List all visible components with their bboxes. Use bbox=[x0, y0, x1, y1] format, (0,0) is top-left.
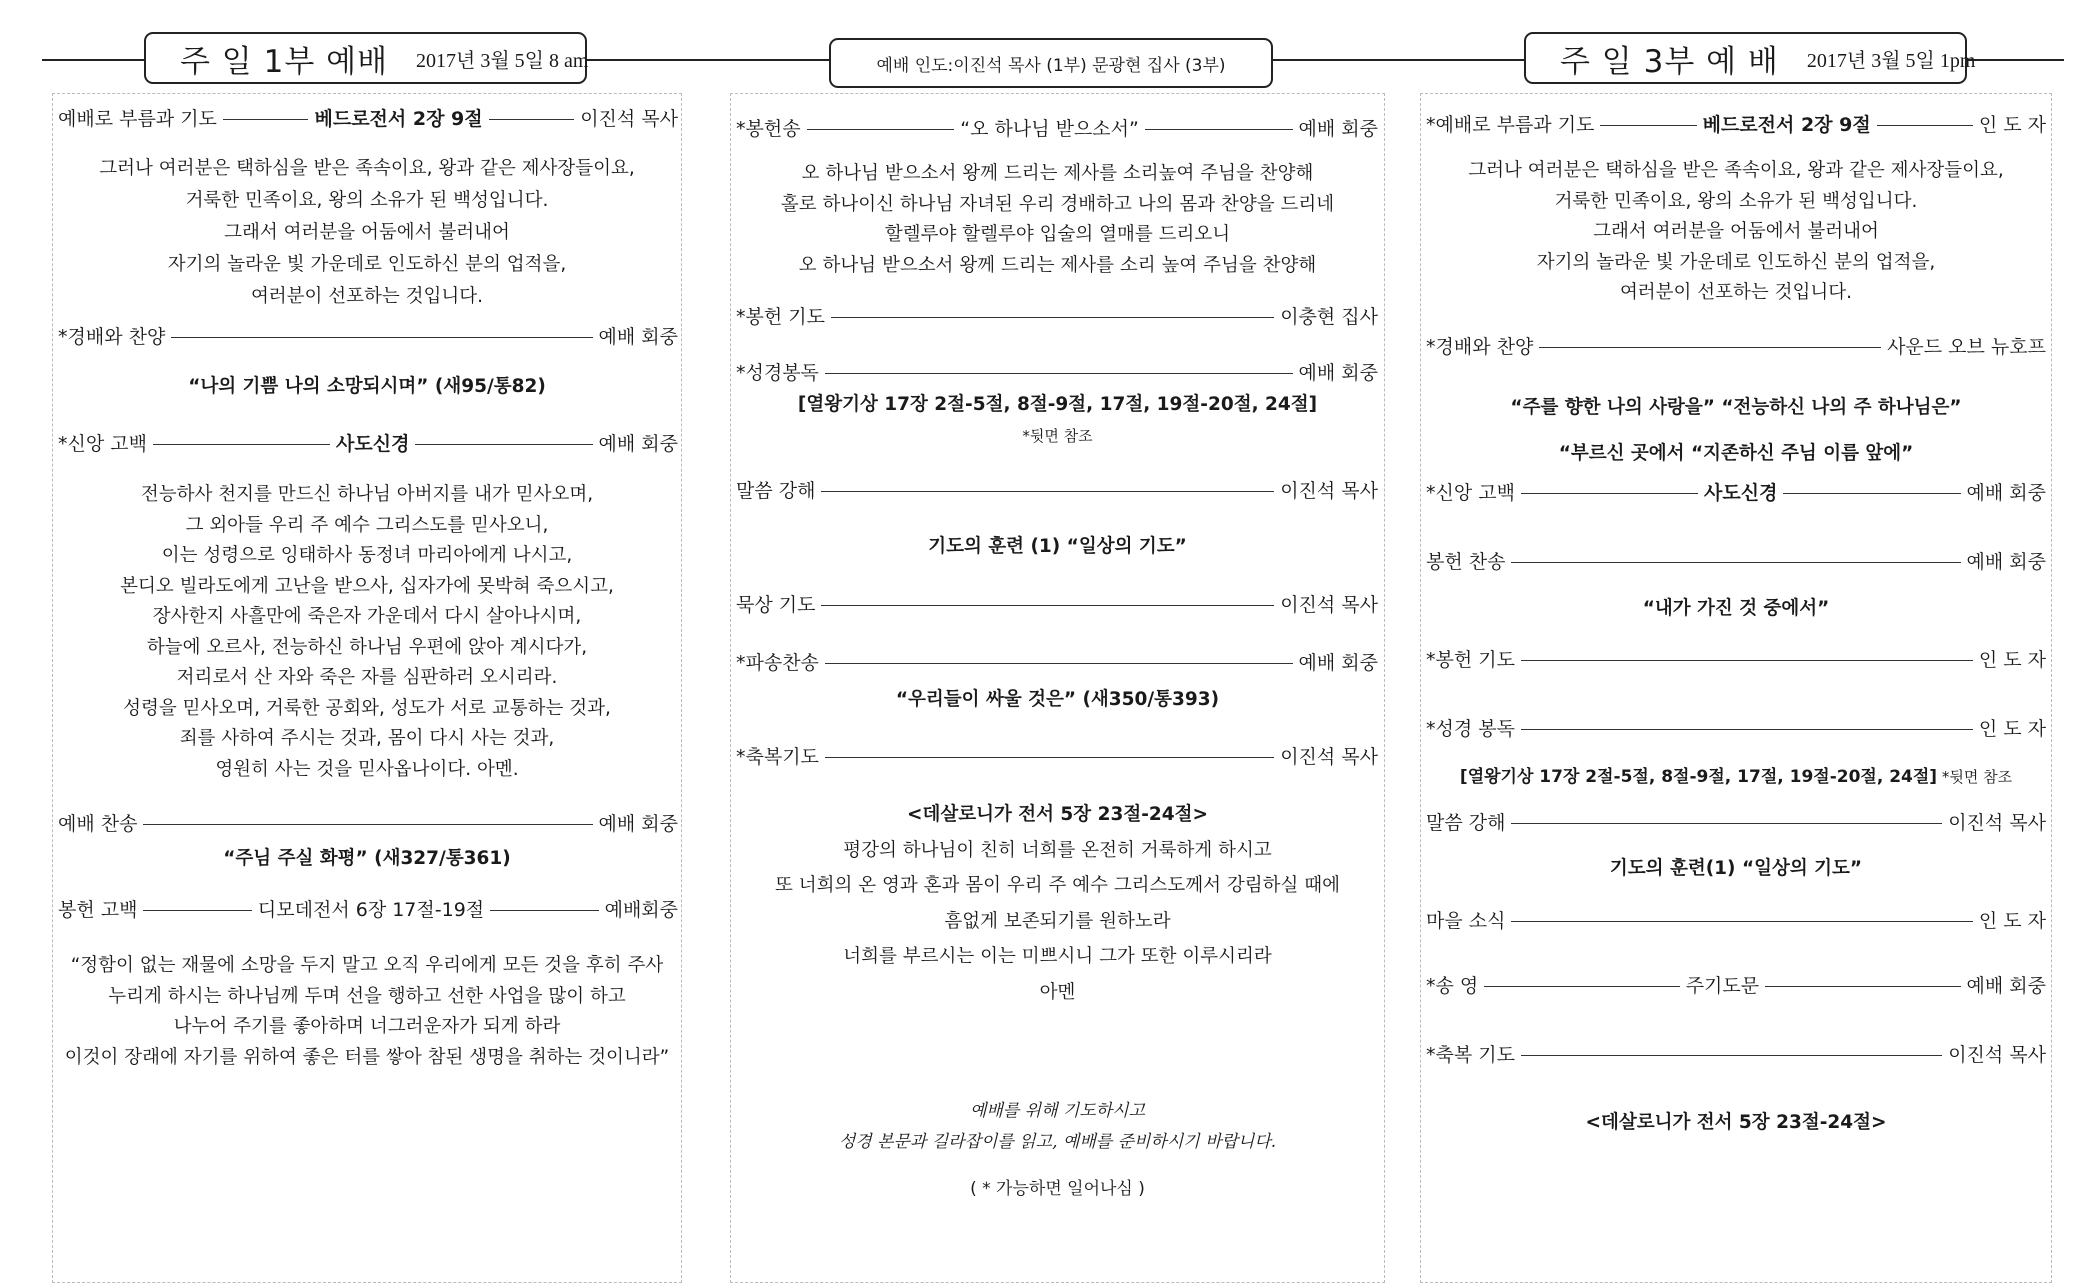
mid-bless-label: *축복기도 bbox=[736, 746, 819, 768]
left-hymn bbox=[58, 809, 678, 836]
right-bless-ref: <데살로니가 전서 5장 23절-24절> bbox=[1585, 1112, 1887, 1133]
left-call-to-worship bbox=[58, 104, 678, 131]
leader-label: 예배 인도: bbox=[876, 55, 954, 76]
left-service-header bbox=[144, 32, 587, 84]
left-call-text: 그러나 여러분은 택하심을 받은 족속이요, 왕과 같은 제사장들이요, 거룩한 민족이요, 왕의 소유가 된 백성입니다. 그래서 여러분을 어둠에서 불러내어 자기의 놀라운 빛 가운데로 인도하신 분의 업적을, 여러분이 선포하는 것입니다. bbox=[99, 158, 635, 307]
right-creed-mid: 사도신경 bbox=[1704, 482, 1778, 504]
left-creed-label: *신앙 고백 bbox=[58, 433, 147, 455]
mid-prayer bbox=[736, 302, 1378, 329]
leader-line bbox=[821, 605, 1274, 606]
header-rule-right bbox=[1966, 59, 2064, 61]
right-call-to-worship bbox=[1426, 110, 2046, 137]
mid-reading-ref: [열왕기상 17장 2절-5절, 8절-9절, 17절, 19절-20절, 24절] *뒷면 참조 bbox=[797, 394, 1318, 445]
left-hymn-leader: 예배 회중 bbox=[598, 813, 678, 835]
right-sermon-leader: 이진석 목사 bbox=[1948, 812, 2046, 834]
left-service-title: 주 일 1부 예배 bbox=[180, 43, 389, 80]
right-news bbox=[1426, 906, 2046, 933]
left-offering bbox=[58, 895, 678, 922]
left-hymn-label: 예배 찬송 bbox=[58, 813, 138, 835]
left-praise-label: *경배와 찬양 bbox=[58, 326, 166, 348]
right-prayer-leader: 인 도 자 bbox=[1978, 649, 2046, 671]
leader-line bbox=[489, 119, 575, 120]
mid-sermon-leader: 이진석 목사 bbox=[1280, 480, 1378, 502]
leader-line bbox=[1511, 562, 1960, 563]
left-creed-mid: 사도신경 bbox=[336, 433, 410, 455]
mid-sending-hymn bbox=[736, 648, 1378, 675]
right-praise bbox=[1426, 332, 2046, 359]
right-praise-songs: “주를 향한 나의 사랑을” “전능하신 나의 주 하나님은” “부르신 곳에서 “지존하신 주님 이름 앞에” bbox=[1510, 397, 1962, 464]
leader-line bbox=[153, 444, 330, 445]
right-service-header bbox=[1524, 32, 1976, 84]
right-doxology bbox=[1426, 971, 2046, 998]
left-creed-text: 전능하사 천지를 만드신 하나님 아버지를 내가 믿사오며, 그 외아들 우리 주 예수 그리스도를 믿사오니, 이는 성령으로 잉태하사 동정녀 마리아에게 나시고, 본디오 빌라도에게 고난을 받으사, 십자가에 못박혀 죽으시고, 장사한지 사흘만에 죽은자 가운데서 다시 살아나시며, 하늘에 오르사, 전능하신 하나님 우편에 앉아 계시다가, 저리로서 산 자와 죽은 자를 심판하러 오시리라. 성령을 믿사오며, 거룩한 공회와, 성도가 서로 교통하는 것과, 죄를 사하여 주시는 것과, 몸이 다시 사는 것과, 영원히 사는 것을 믿사옵나이다. 아멘. bbox=[120, 484, 614, 780]
right-hymn-song: “내가 가진 것 중에서” bbox=[1642, 598, 1830, 619]
mid-offering-song bbox=[736, 114, 1378, 141]
right-reading bbox=[1426, 714, 2046, 741]
right-service-title: 주 일 3부 예 배 bbox=[1560, 43, 1779, 80]
leader-line bbox=[825, 757, 1274, 758]
mid-offering-song-title: “오 하나님 받으소서” bbox=[960, 118, 1139, 140]
mid-silent-leader: 이진석 목사 bbox=[1280, 594, 1378, 616]
leader-line bbox=[807, 129, 955, 130]
left-offering-text: “정함이 없는 재물에 소망을 두지 말고 오직 우리에게 모든 것을 후히 주사 누리게 하시는 하나님께 두며 선을 행하고 선한 사업을 많이 하고 나누어 주기를 좋아하며 너그러운자가 되게 하라 이것이 장래에 자기를 위하여 좋은 터를 쌓아 참된 생명을 취하는 것이니라” bbox=[64, 955, 670, 1068]
leader-line bbox=[1511, 823, 1942, 824]
right-reading-leader: 인 도 자 bbox=[1978, 718, 2046, 740]
leader-line bbox=[1521, 1055, 1942, 1056]
right-reading-ref: [열왕기상 17장 2절-5절, 8절-9절, 17절, 19절-20절, 24절] *뒷면 참조 bbox=[1459, 767, 2013, 787]
leader-line bbox=[825, 373, 1293, 374]
leader-line bbox=[1521, 729, 1973, 730]
mid-prayer-leader: 이충현 집사 bbox=[1280, 306, 1378, 328]
right-prayer-label: *봉헌 기도 bbox=[1426, 649, 1515, 671]
mid-offering-song-text: 오 하나님 받으소서 왕께 드리는 제사를 소리높여 주님을 찬양해 홀로 하나이신 하나님 자녀된 우리 경배하고 나의 몸과 찬양을 드리네 할렐루야 할렐루야 입술의 열매를 드리오니 오 하나님 받으소서 왕께 드리는 제사를 소리 높여 주님을 찬양해 bbox=[780, 163, 1335, 276]
left-praise-leader: 예배 회중 bbox=[598, 326, 678, 348]
right-doxology-leader: 예배 회중 bbox=[1966, 975, 2047, 997]
right-call-label: *예배로 부름과 기도 bbox=[1426, 114, 1595, 136]
mid-sermon-title: 기도의 훈련 (1) “일상의 기도” bbox=[928, 536, 1187, 557]
mid-sending-song: “우리들이 싸울 것은” (새350/통393) bbox=[895, 689, 1220, 710]
right-sermon bbox=[1426, 808, 2046, 835]
right-prayer bbox=[1426, 645, 2046, 672]
right-call-leader: 인 도 자 bbox=[1978, 114, 2047, 136]
leader-line bbox=[415, 444, 592, 445]
leader-line bbox=[1521, 493, 1698, 494]
mid-reading bbox=[736, 358, 1378, 385]
left-call-label: 예배로 부름과 기도 bbox=[58, 108, 217, 130]
right-hymn-leader: 예배 회중 bbox=[1966, 551, 2046, 573]
right-creed-label: *신앙 고백 bbox=[1426, 482, 1515, 504]
right-call-ref: 베드로전서 2장 9절 bbox=[1702, 114, 1871, 136]
mid-reading-label: *성경봉독 bbox=[736, 362, 819, 384]
leader-line bbox=[223, 119, 309, 120]
left-service-date: 2017년 3월 5일 8 am bbox=[416, 49, 589, 72]
leader-line bbox=[1877, 125, 1973, 126]
right-call-text: 그러나 여러분은 택하심을 받은 족속이요, 왕과 같은 제사장들이요, 거룩한 민족이요, 왕의 소유가 된 백성입니다. 그래서 여러분을 어둠에서 불러내어 자기의 놀라운 빛 가운데로 인도하신 분의 업적을, 여러분이 선포하는 것입니다. bbox=[1468, 160, 2004, 303]
right-sermon-label: 말씀 강해 bbox=[1426, 812, 1506, 834]
right-sermon-title: 기도의 훈련(1) “일상의 기도” bbox=[1609, 858, 1863, 879]
right-doxology-label: *송 영 bbox=[1426, 975, 1479, 997]
left-offering-label: 봉헌 고백 bbox=[58, 899, 138, 921]
leader-line bbox=[825, 663, 1293, 664]
mid-benediction bbox=[736, 742, 1378, 769]
leader-line bbox=[1539, 347, 1881, 348]
right-hymn bbox=[1426, 547, 2046, 574]
left-offering-leader: 예배회중 bbox=[604, 899, 679, 921]
left-praise bbox=[58, 322, 678, 349]
mid-sending-leader: 예배 회중 bbox=[1298, 652, 1378, 674]
left-call-ref: 베드로전서 2장 9절 bbox=[314, 108, 483, 130]
right-bless-leader: 이진석 목사 bbox=[1948, 1044, 2046, 1066]
leader-line bbox=[1511, 921, 1972, 922]
mid-sermon bbox=[736, 476, 1378, 503]
leader-line bbox=[490, 910, 598, 911]
left-creed-leader: 예배 회중 bbox=[598, 433, 679, 455]
mid-silent-prayer bbox=[736, 590, 1378, 617]
header-rule-left-middle bbox=[585, 59, 830, 61]
right-hymn-label: 봉헌 찬송 bbox=[1426, 551, 1506, 573]
leader-line bbox=[1484, 986, 1679, 987]
mid-bless-leader: 이진석 목사 bbox=[1280, 746, 1378, 768]
left-praise-song: “나의 기쁨 나의 소망되시며” (새95/통82) bbox=[188, 376, 546, 397]
mid-footer-note: 예배를 위해 기도하시고 성경 본문과 길라잡이를 읽고, 예배를 준비하시기 바랍니다. bbox=[838, 1101, 1277, 1152]
mid-offering-song-leader: 예배 회중 bbox=[1298, 118, 1379, 140]
leader-line bbox=[821, 491, 1274, 492]
right-creed-leader: 예배 회중 bbox=[1966, 482, 2047, 504]
leader-line bbox=[171, 337, 592, 338]
left-call-leader: 이진석 목사 bbox=[580, 108, 679, 130]
right-service-date: 2017년 3월 5일 1pm bbox=[1806, 49, 1976, 72]
leader-line bbox=[1600, 125, 1696, 126]
right-doxology-mid: 주기도문 bbox=[1685, 975, 1760, 997]
leader-line bbox=[1145, 129, 1293, 130]
mid-offering-song-label: *봉헌송 bbox=[736, 118, 801, 140]
left-hymn-song: “주님 주실 화평” (새327/통361) bbox=[223, 848, 511, 869]
leader-line bbox=[831, 317, 1274, 318]
leader-names: 이진석 목사 (1부) 문광현 집사 (3부) bbox=[953, 55, 1226, 76]
right-praise-leader: 사운드 오브 뉴호프 bbox=[1887, 336, 2046, 358]
mid-prayer-label: *봉헌 기도 bbox=[736, 306, 825, 328]
leader-line bbox=[143, 910, 251, 911]
mid-standing-note: ( * 가능하면 일어나심 ) bbox=[970, 1179, 1145, 1199]
leader-line bbox=[1783, 493, 1960, 494]
right-praise-label: *경배와 찬양 bbox=[1426, 336, 1534, 358]
right-bless-label: *축복 기도 bbox=[1426, 1044, 1515, 1066]
leader-line bbox=[1521, 660, 1973, 661]
left-offering-ref: 디모데전서 6장 17절-19절 bbox=[257, 899, 485, 921]
leader-line bbox=[143, 824, 592, 825]
leader-line bbox=[1765, 986, 1960, 987]
mid-silent-label: 묵상 기도 bbox=[736, 594, 816, 616]
right-benediction bbox=[1426, 1040, 2046, 1067]
mid-sending-label: *파송찬송 bbox=[736, 652, 819, 674]
mid-benediction-text: <데살로니가 전서 5장 23절-24절> 평강의 하나님이 친히 너희를 온전히 거룩하게 하시고 또 너희의 온 영과 혼과 몸이 우리 주 예수 그리스도께서 강림하실 때에 흠없게 보존되기를 원하노라 너희를 부르시는 이는 미쁘시니 그가 또한 이루시리라 아멘 bbox=[774, 804, 1341, 1003]
header-rule-middle-right bbox=[1268, 59, 1524, 61]
mid-reading-leader: 예배 회중 bbox=[1298, 362, 1378, 384]
right-news-label: 마을 소식 bbox=[1426, 910, 1506, 932]
leader-header bbox=[829, 38, 1273, 88]
mid-sermon-label: 말씀 강해 bbox=[736, 480, 816, 502]
right-news-leader: 인 도 자 bbox=[1978, 910, 2046, 932]
right-creed bbox=[1426, 478, 2046, 505]
right-reading-label: *성경 봉독 bbox=[1426, 718, 1515, 740]
left-creed bbox=[58, 429, 678, 456]
